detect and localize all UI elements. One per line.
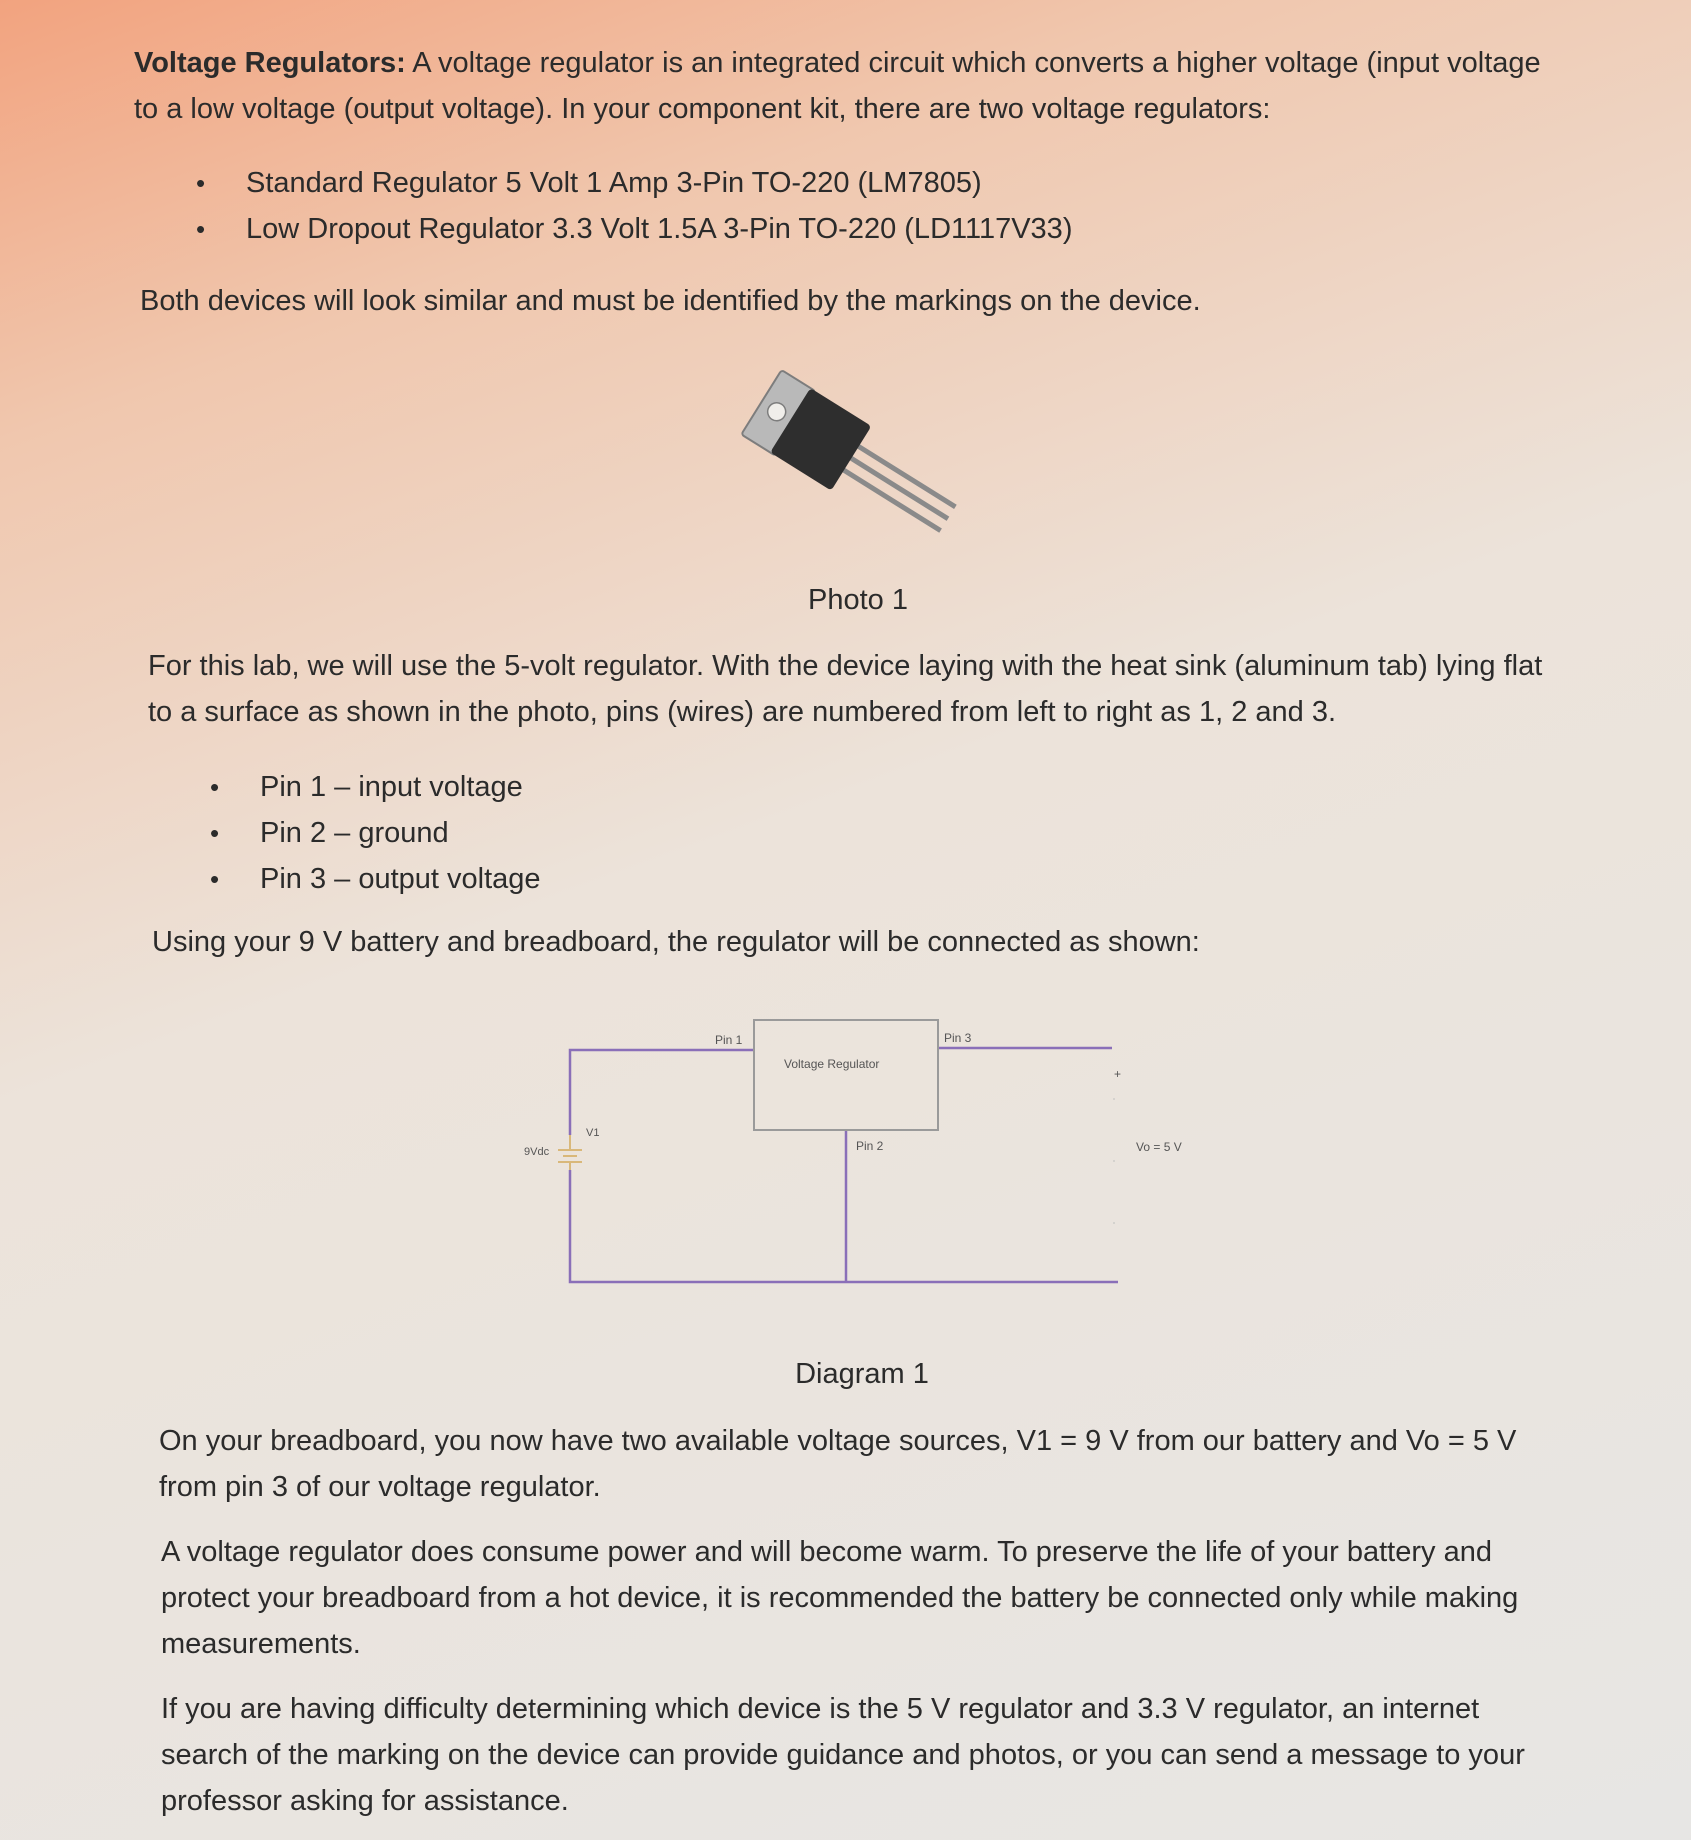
photo-caption: Photo 1: [808, 584, 908, 616]
wire-ground: [570, 1170, 1118, 1282]
warm-paragraph: A voltage regulator does consume power and will become warm. To preserve the life of your battery and protect your breadboard from a hot device, it is recommended the battery be connected only while making measurements.: [161, 1536, 1519, 1660]
intro-heading: Voltage Regulators:: [134, 47, 406, 79]
diagram-caption: Diagram 1: [795, 1358, 929, 1390]
pin1-label: Pin 1: [715, 1033, 743, 1047]
list-item: • Low Dropout Regulator 3.3 Volt 1.5A 3-Pin TO-220 (LD1117V33): [196, 206, 1072, 252]
regulator-label: Voltage Regulator: [784, 1057, 880, 1071]
plus-label: +: [1114, 1067, 1122, 1081]
list-item: • Standard Regulator 5 Volt 1 Amp 3-Pin TO-220 (LM7805): [196, 160, 1072, 206]
battery-label: 9Vdc: [524, 1146, 550, 1158]
regulator-list: [196, 160, 1072, 252]
connect-paragraph: Using your 9 V battery and breadboard, the regulator will be connected as shown:: [152, 926, 1200, 958]
circuit-diagram: [510, 1010, 1210, 1310]
regulator-photo: [740, 362, 980, 542]
pin3-label: Pin 3: [944, 1031, 972, 1045]
output-label: Vo = 5 V: [1136, 1140, 1182, 1154]
pin2-label: Pin 2: [856, 1139, 884, 1153]
intro-text: A voltage regulator is an integrated circuit which converts a higher voltage (input voltage to a low voltage (output voltage). In your component kit, there are two voltage regulators:: [134, 47, 1541, 125]
intro-paragraph: [134, 40, 1554, 132]
battery-symbol: [558, 1135, 582, 1170]
source-label: V1: [586, 1127, 600, 1139]
list-item: • Pin 1 – input voltage: [210, 764, 541, 810]
identify-paragraph: Both devices will look similar and must be identified by the markings on the device.: [140, 285, 1201, 317]
list-item: • Pin 3 – output voltage: [210, 856, 541, 902]
difficulty-paragraph: If you are having difficulty determining which device is the 5 V regulator and 3.3 V regulator, an internet search of the marking on the device can provide guidance and photos, or you can send a message to your professor asking for assistance.: [161, 1693, 1525, 1817]
regulator-box: [754, 1020, 938, 1130]
pin-list: [210, 764, 541, 902]
lab-paragraph: For this lab, we will use the 5-volt regulator. With the device laying with the heat sink (aluminum tab) lying flat to a surface as shown in the photo, pins (wires) are numbered from left to right as 1, 2 and 3.: [148, 650, 1543, 728]
sources-paragraph: On your breadboard, you now have two available voltage sources, V1 = 9 V from our battery and Vo = 5 V from pin 3 of our voltage regulator.: [159, 1425, 1517, 1503]
list-item: • Pin 2 – ground: [210, 810, 541, 856]
wire-input: [570, 1050, 754, 1135]
